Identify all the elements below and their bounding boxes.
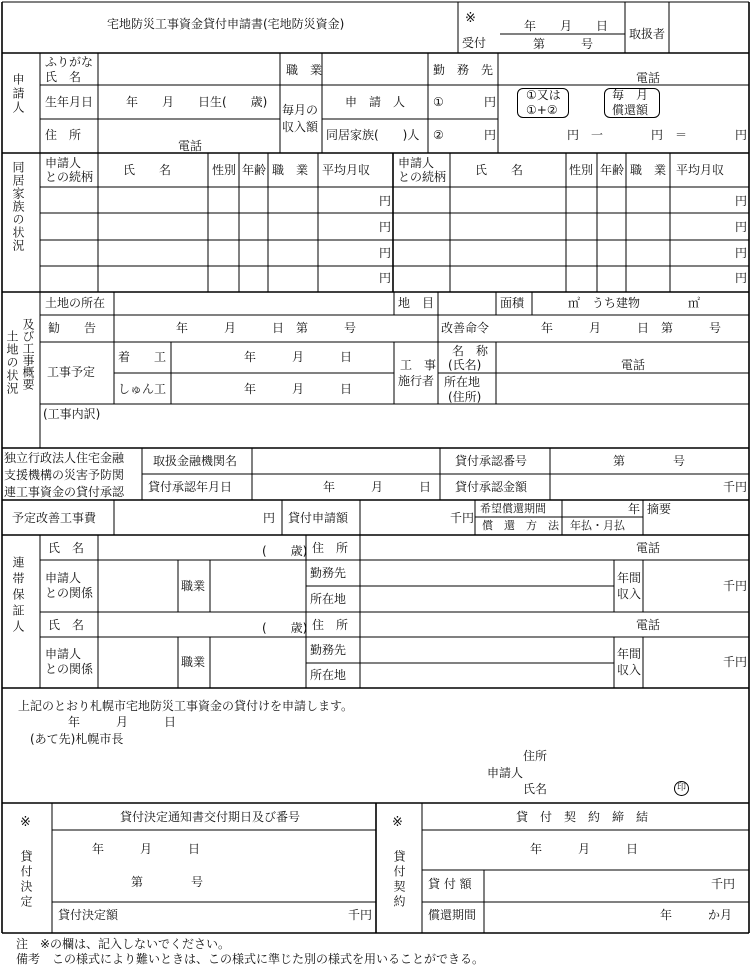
handler-label: 取扱者 (629, 27, 666, 41)
period-label: 希望償還期間 (480, 502, 546, 515)
guarantor-workplace: 勤務先 (310, 566, 347, 580)
household-sex: 性別 (212, 163, 237, 177)
guarantor-name-label: 氏 名 (48, 618, 85, 632)
contract-period-label: 償還期間 (428, 908, 477, 922)
period-unit: 年 (628, 502, 641, 516)
guarantor-name-label: 氏 名 (48, 541, 85, 555)
declaration-addressee: (あて先)札幌市長 (30, 732, 124, 746)
applicant-income-label: 申 請 人 (345, 95, 406, 109)
construction-plan-label: 工事予定 (47, 365, 96, 379)
monthly-income-label-1: 毎月の (282, 103, 319, 117)
declaration-applicant-label: 申請人 (487, 766, 524, 780)
planned-cost-unit: 円 (263, 511, 276, 525)
birthdate-value: 年 月 日生( 歳) (126, 95, 268, 109)
applicant-section-label: 申請人 (11, 73, 25, 115)
contractor-label-1: 工 事 (400, 358, 437, 372)
household-occupation: 職 業 (272, 163, 309, 177)
contract-period-value: 年 か月 (660, 908, 733, 922)
household-age-b: 年齢 (600, 163, 625, 177)
circle-one: ① (433, 95, 444, 109)
contractor-name-2: (氏名) (448, 358, 482, 372)
jhf-line-1: 独立行政法人住宅金融 (4, 451, 125, 465)
contract-amount-label: 貸 付 額 (428, 877, 472, 891)
seal-mark: 印 (674, 781, 689, 796)
receipt-number: 第 号 (533, 37, 594, 51)
address-phone: 電話 (178, 139, 203, 153)
decision-amount-unit: 千円 (348, 908, 373, 922)
receipt-label: 受付 (462, 36, 487, 50)
guarantor-income-1: 年間 (617, 571, 642, 585)
method-value: 年払・月払 (570, 519, 625, 532)
guarantor-location: 所在地 (310, 592, 347, 606)
approval-number-label: 貸付承認番号 (455, 454, 528, 468)
occupation-label: 職 業 (286, 63, 323, 77)
address-label: 住 所 (45, 128, 82, 142)
receipt-date: 年 月 日 (524, 19, 609, 33)
household-rel-2: との続柄 (45, 170, 94, 184)
finish-label: しゅん工 (118, 382, 167, 396)
guarantor-income-unit: 千円 (723, 579, 748, 593)
contractor-phone: 電話 (621, 358, 646, 372)
guarantor-location: 所在地 (310, 668, 347, 682)
applied-amount-unit: 千円 (450, 511, 475, 525)
start-label: 着 工 (118, 350, 167, 364)
guarantor-rel-2: との関係 (45, 662, 94, 676)
guarantor-age: ( 歳) (262, 621, 308, 635)
guarantor-occupation: 職業 (181, 579, 206, 593)
household-income: 平均月収 (322, 163, 371, 177)
contract-header: 貸 付 契 約 締 結 (516, 810, 649, 824)
method-label: 償 還 方 法 (482, 519, 559, 532)
household-income-b: 平均月収 (676, 163, 725, 177)
guarantor-age: ( 歳) (262, 544, 308, 558)
household-yen: 円 (735, 220, 748, 234)
contract-mark: ※ (392, 815, 403, 830)
contract-section-label: 貸付契約 (392, 850, 406, 910)
household-yen: 円 (735, 271, 748, 285)
construction-details-label: (工事内訳) (43, 407, 101, 421)
remark: 備考 この様式により難いときは、この様式に準じた別の様式を用いることができる。 (16, 952, 485, 966)
advice-value: 年 月 日 第 号 (176, 321, 357, 335)
guarantor-rel-1: 申請人 (45, 571, 82, 585)
workplace-phone: 電話 (636, 71, 661, 85)
guarantor-occupation: 職業 (181, 655, 206, 669)
furigana-label: ふりがな (45, 55, 94, 69)
declaration-text: 上記のとおり札幌市宅地防災工事資金の貸付けを申請します。 (18, 699, 354, 713)
approval-date-value: 年 月 日 (323, 480, 432, 494)
contract-date: 年 月 日 (530, 842, 639, 856)
land-category-label: 地 目 (398, 296, 435, 310)
household-name: 氏 名 (123, 163, 172, 177)
guarantor-phone: 電話 (636, 618, 661, 632)
contractor-addr-2: (住所) (448, 390, 482, 404)
formula-top: ①又は (526, 88, 561, 102)
contract-amount-unit: 千円 (711, 877, 736, 891)
formula-result: 円 一 円 ＝ 円 (567, 128, 748, 142)
guarantor-section-label: 連帯保証人 (11, 556, 25, 636)
land-section-label-a: 土地の状況 (5, 330, 19, 395)
formula-bottom: ①+② (526, 103, 558, 117)
jhf-line-2: 支援機構の災害予防関 (4, 468, 125, 482)
land-area-label: 面積 (500, 296, 525, 310)
decision-date: 年 月 日 (92, 842, 201, 856)
household-rel-1b: 申請人 (398, 156, 435, 170)
form-title: 宅地防災工事資金貸付申請書(宅地防災資金) (107, 17, 345, 31)
guarantor-rel-1: 申請人 (45, 647, 82, 661)
contractor-label-2: 施行者 (398, 374, 435, 388)
household-age: 年齢 (242, 163, 267, 177)
decision-section-label: 貸付決定 (19, 850, 33, 910)
approval-date-label: 貸付承認年月日 (148, 480, 233, 494)
household-rel-1: 申請人 (45, 156, 82, 170)
household-yen: 円 (735, 246, 748, 260)
decision-amount-label: 貸付決定額 (58, 908, 119, 922)
household-yen: 円 (735, 194, 748, 208)
household-name-b: 氏 名 (475, 163, 524, 177)
guarantor-workplace: 勤務先 (310, 643, 347, 657)
family-count-label: 同居家族( )人 (326, 128, 420, 142)
household-yen: 円 (379, 271, 392, 285)
contractor-name-1: 名 称 (452, 344, 489, 358)
household-yen: 円 (379, 220, 392, 234)
monthly-top: 毎 月 (612, 88, 649, 102)
monthly-bottom: 償還額 (612, 103, 649, 117)
footnote: 注 ※の欄は、記入しないでください。 (16, 937, 231, 951)
remarks-label: 摘要 (647, 502, 672, 516)
name-label: 氏 名 (45, 70, 82, 84)
contractor-addr-1: 所在地 (444, 375, 481, 389)
yen-two: 円 (484, 128, 497, 142)
land-location-label: 土地の所在 (45, 296, 106, 310)
household-yen: 円 (379, 246, 392, 260)
workplace-label: 勤 務 先 (433, 63, 494, 77)
applied-amount-label: 貸付申請額 (288, 511, 349, 525)
approval-number-value: 第 号 (613, 454, 686, 468)
jhf-line-3: 連工事資金の貸付承認 (4, 485, 125, 499)
birthdate-label: 生年月日 (45, 95, 94, 109)
approval-amount-label: 貸付承認金額 (455, 480, 528, 494)
decision-header: 貸付決定通知書交付期日及び番号 (120, 810, 301, 824)
decision-mark: ※ (20, 815, 31, 830)
declaration-date: 年 月 日 (68, 715, 177, 729)
guarantor-rel-2: との関係 (45, 586, 94, 600)
guarantor-address-label: 住 所 (312, 541, 349, 555)
declaration-name-label: 氏名 (523, 782, 548, 796)
approval-amount-unit: 千円 (723, 480, 748, 494)
advice-label: 勧 告 (48, 321, 97, 335)
start-date: 年 月 日 (244, 350, 353, 364)
planned-cost-label: 予定改善工事費 (12, 511, 97, 525)
bank-label: 取扱金融機関名 (153, 454, 238, 468)
order-value: 年 月 日 第 号 (541, 321, 722, 335)
household-rel-2b: との続柄 (398, 170, 447, 184)
guarantor-income-unit: 千円 (723, 655, 748, 669)
decision-number: 第 号 (131, 875, 204, 889)
guarantor-address-label: 住 所 (312, 618, 349, 632)
yen-one: 円 (484, 95, 497, 109)
household-section-label: 同居家族の状況 (11, 161, 25, 252)
household-sex-b: 性別 (569, 163, 594, 177)
guarantor-phone: 電話 (636, 541, 661, 555)
land-section-label-b: 及び工事概要 (21, 318, 35, 390)
declaration-address-label: 住所 (523, 749, 548, 763)
household-occupation-b: 職 業 (630, 163, 667, 177)
finish-date: 年 月 日 (244, 382, 353, 396)
guarantor-income-2: 収入 (617, 587, 642, 601)
guarantor-income-1: 年間 (617, 647, 642, 661)
circle-two: ② (433, 128, 444, 142)
household-yen: 円 (379, 194, 392, 208)
guarantor-income-2: 収入 (617, 663, 642, 677)
land-area-value: ㎡ うち建物 ㎡ (568, 296, 701, 310)
monthly-income-label-2: 収入額 (282, 120, 319, 134)
office-mark: ※ (465, 11, 476, 26)
order-label: 改善命令 (441, 321, 490, 335)
